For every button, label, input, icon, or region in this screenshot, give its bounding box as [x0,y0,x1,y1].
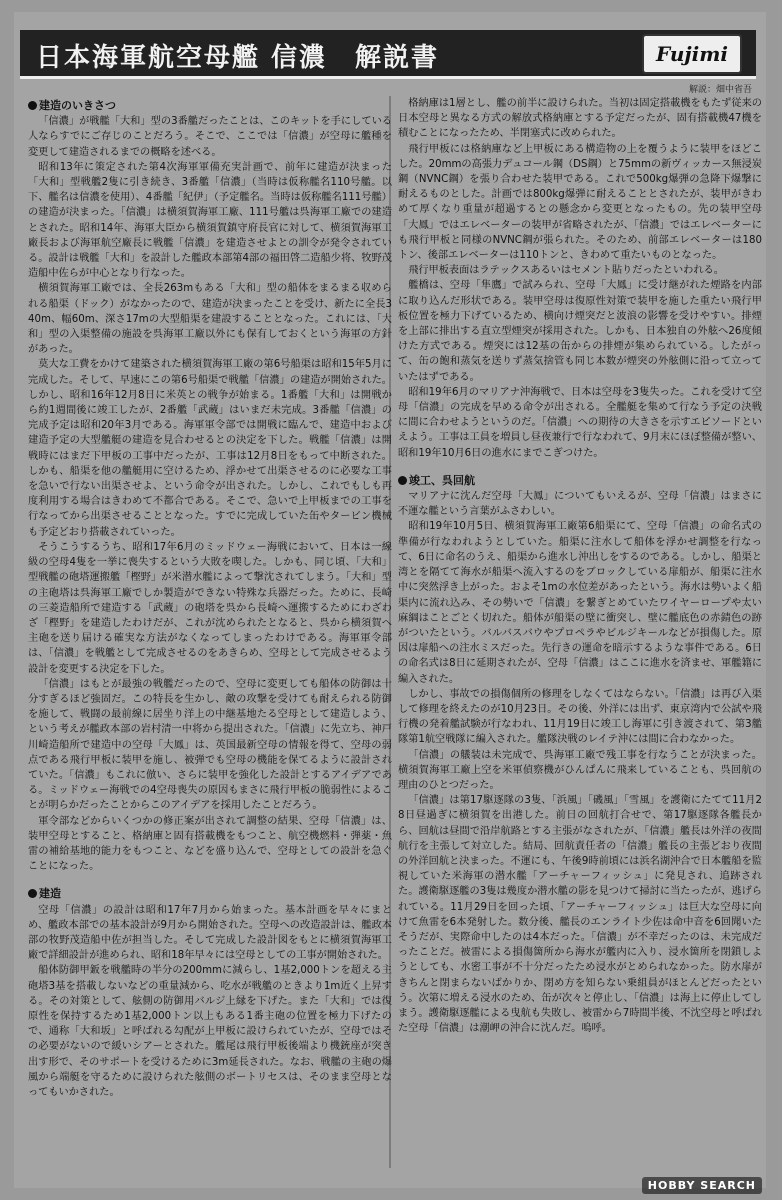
author-credit: 解説：畑中省吾 [688,85,752,95]
title-bar [20,30,756,79]
section-heading-construction: 建造 [28,886,392,901]
paragraph: 「信濃」の艤装は未完成で、呉海軍工廠で残工事を行なうことが決まった。横須賀海軍工廠上空を米軍偵察機がひんぱんに飛来していることも、呉回航の理由のひとつだった。 [398,749,762,791]
paragraph: 昭和19年6月のマリアナ沖海戦で、日本は空母を3隻失った。これを受けて空母「信濃」の完成を早める命令が出される。全艦艇を集めて行なう予定の決戦に間に合わせようというのだ。「信濃」への期待の大きさを示すエピソードといえよう。工事は工員を増員し昼夜兼行で行なわれて、9月末にほぼ整備が整い、昭和19年10月6日の進水にまでこぎつけた。 [398,386,762,459]
page-title: 日本海軍航空母艦 信濃 解説書 [36,43,440,73]
paragraph: 軍令部などからいくつかの修正案が出されて調整の結果、空母「信濃」は、装甲空母とすること、格納庫と固有搭載機をもつこと、航空機燃料・弾薬・魚雷の補給基地的能力をもつこと、などを盛り込んで、空母としての設計を急ぐことになった。 [28,815,392,873]
paragraph: そうこうするうち、昭和17年6月のミッドウェー海戦において、日本は一線級の空母4隻を一挙に喪失するという大敗を喫した。しかも、同じ頃、「大和」型戦艦の砲塔運搬艦「樫野」が米潜水艦によって撃沈されてしまう。「大和」型の主砲塔は呉海軍工廠でしか製造ができない特殊な兵器だった。ために、長崎の三菱造船所で建造する「武蔵」の砲塔を呉から長崎へ運搬するためにわざわざ「樫野」を建造したわけだが、これが沈められたとなると、呉から横須賀へ主砲を送り届ける確実な方法がなくなってしまったわけである。海軍軍令部は、「信濃」を戦艦として完成させるのをあきらめ、空母として完成させるよう設計を変更する決定を下した。 [28,541,392,675]
paragraph: 飛行甲板には格納庫など上甲板にある構造物の上を覆うように装甲をほどこした。20mmの高張力デュコール鋼（DS鋼）と75mmの新ヴィッカース無浸炭鋼（NVNC鋼）を張り合わせた装甲である。これで500kg爆弾の急降下爆撃に耐えるものとした。計画では800kg爆弾に耐えることとされたが、装甲がきわめて厚くなり重量が超過するとの懸念から変更となったもの。先の装甲空母「大鳳」ではエレベーターの装甲が省略されたが、「信濃」ではエレベーターにも飛行甲板と同様のNVNC鋼が張られた。そのため、前部エレベーターは180トン、後部エレベーターは110トンと、きわめて重たいものとなった。 [398,143,762,262]
left-column [28,96,392,1166]
paragraph: 船体防御甲鈑を戦艦時の半分の200mmに減らし、1基2,000トンを超える主砲塔3基を搭載しないなどの重量減から、吃水が戦艦のときより1m近く上昇する。その対策として、舷側の防御用バルジ上縁を下げた。また「大和」では復原性を保持するため1基2,000トン以上もある1番主砲の位置を極力下げたので、通称「大和坂」と呼ばれる勾配が上甲板に設けられていたが、空母ではその必要がないので緩いシアーとされた。艦尾は飛行甲板後端より機銃座が突き出す形で、そのサポートを受けるために3m延長された。なお、戦艦の主砲の爆風から端艇を守るために設けられた舷側のボートリセスは、そのまま空母となってもいかされた。 [28,965,392,1098]
paragraph: 莫大な工費をかけて建築された横須賀海軍工廠の第6号船渠は昭和15年5月に完成した。そして、早速にこの第6号船渠で戦艦「信濃」の建造が開始された。しかし、昭和16年12月8日に米英との戦争が始まる。1番艦「大和」は開戦から約1週間後に竣工したが、2番艦「武蔵」はいまだ未完成。3番艦「信濃」の完成予定は昭和20年3月である。海軍軍令部では開戦に臨んで、建造中および建造予定の大型艦艇の建造を見合わせるとの決定を下した。戦艦「信濃」は開戦時にはまだ下甲板の工事中だったが、工事は12月8日をもって中断された。しかも、船渠を他の艦艇用に空けるため、浮かせて出渠させるのに必要な工事を急いで行ない出渠させよ、という命令が出された。しかし、これでもしも再度利用する場合はきわめて不都合である。そこで、急いで上甲板までの工事を行なってから出渠させることとなった。すでに完成していた缶やタービン機械も予定どおり搭載されていった。 [28,359,392,538]
section-heading-origin: 建造のいきさつ [28,98,392,113]
paragraph: 空母「信濃」の設計は昭和17年7月から始まった。基本計画を早々にまとめ、艦政本部での基本設計が9月から開始された。空母への改造設計は、艦政本部の牧野茂造船中佐が担当した。そして完成した設計図をもとに横須賀海軍工廠で詳細設計が進められ、昭和18年早々には空母としての工事が開始された。 [28,904,392,962]
paragraph: 昭和19年10月5日、横須賀海軍工廠第6船渠にて、空母「信濃」の命名式の準備が行なわれようとしていた。船渠に注水して船体を浮かせ調整を行なって、6日に命名のうえ、船渠から進水し沖出しをするのである。しかし、船渠と湾とを隔てて海水が船渠へ流入するのをブロックしている扉船が、船渠に注水中に突然浮き上がった。およそ1mの水位差があったという。海水は勢いよく船渠内に流れ込み、その勢いで「信濃」を繋ぎとめていたワイヤーロープや太い麻綱はことごとく切れた。船体が船渠の壁に衝突し、壁に艦底色の赤錆色の跡がついたという。バルバスバウやプロペラやビルジキールなどが損傷した。原因は扉船への注水ミスだった。先行きの運命を暗示するような事件である。6日の命名式は8日に延期されたが、空母「信濃」はここに進水を済ませ、軍艦籍に編入された。 [398,521,762,685]
bullet-icon [398,476,407,485]
paragraph: 格納庫は1層とし、艦の前半に設けられた。当初は固定搭載機をもたず従来の日本空母と異なる方式の解放式格納庫とする予定だったが、固有搭載機47機を積むことになったため、半閉塞式に改められた。 [398,98,762,140]
paragraph: しかし、事故での損傷個所の修理をしなくてはならない。「信濃」は再び入渠して修理を終えたのが10月23日。その後、外洋には出ず、東京湾内で公試や飛行機の発着艦試験が行なわれ、11月19日に竣工し海軍に引き渡されて、第3艦隊第1航空戦隊に編入された。艦隊決戦のレイテ沖には間に合わなかった。 [398,688,762,746]
bullet-icon [28,101,37,110]
paragraph: 「信濃」が戦艦「大和」型の3番艦だったことは、このキットを手にしている人ならすでにご存じのことだろう。そこで、ここでは「信濃」が空母に艦種を変更して建造されるまでの概略を述べる。 [28,116,392,158]
watermark: HOBBY SEARCH [642,1177,762,1194]
section-heading-completion: 竣工、呉回航 [398,473,762,488]
paragraph: 艦橋は、空母「隼鷹」で試みられ、空母「大鳳」に受け継がれた煙路を内部に取り込んだ形状である。装甲空母は復原性対策で装甲を施した重たい飛行甲板位置を極力下げているため、横向け煙突だと波浪の影響を受けやすい。排煙を上部に排出する直立型煙突が採用された。しかも、日本独自の外舷へ26度傾けた方式である。煙突には12基の缶からの排煙が集められている。したがって、缶の飽和蒸気を送りず蒸気捨管も同じ本数が煙突の外舷側に沿って立っていたはずである。 [398,280,762,383]
bullet-icon [28,889,37,898]
paragraph: マリアナに沈んだ空母「大鳳」についてもいえるが、空母「信濃」はまさに不運な艦という言葉がふさわしい。 [398,491,762,518]
paragraph: 横須賀海軍工廠では、全長263mもある「大和」型の船体をまるまる収められる船渠（ドック）がなかったので、建造が決まったことを受け、新たに全長340m、幅60m、深さ17mの大型船渠を建設することとなった。これには、「大和」型の入渠整備の施設を呉海軍工廠以外にも保有しておくという海軍の方針があった。 [28,283,392,356]
paragraph: 「信濃」はもとが最強の戦艦だったので、空母に変更しても船体の防御は十分すぎるほど強固だ。この特長を生かし、敵の攻撃を受けても耐えられる防御を施して、戦闘の最前線に居坐り洋上の中継基地たる空母として建造しよう、という考えが艦政本部の岩村清一中将から提出された。「信濃」に先立ち、神戸川崎造船所で建造中の空母「大鳳」は、英国最新空母の情報を得て、空母の弱点である飛行甲板に装甲を施し、被弾でも空母の機能を保てるように設計されていた。「信濃」もこれに倣い、さらに装甲を強化した設計とするアイデアである。ミッドウェー海戦での4空母喪失の原因もまさに飛行甲板の脆弱性によることが明らかだったことからこのアイデアを採用したことだろう。 [28,678,392,812]
paragraph: 「信濃」は第17駆逐隊の3隻、「浜風」「磯風」「雪風」を護衛にたてて11月28日昼過ぎに横須賀を出港した。前日の回航打合せで、第17駆逐隊各艦長から、回航は昼間で沿岸航路とする主張がなされたが、「信濃」艦長は外洋の夜間航行を主張して対立した。結局、回航責任者の「信濃」艦長の主張どおり夜間の外洋回航と決まった。不運にも、午後9時前頃には浜名湖沖合で日本艦船を監視していた米海軍の潜水艦「アーチャーフィッシュ」に発見され、追跡された。護衛駆逐艦の3隻は幾度か潜水艦の影を見つけて掃討に当たったが、逃げられている。11月29日を回った頃、「アーチャーフィッシュ」は巨大な空母に向けて魚雷を6本発射した。数分後、艦長のエンライト少佐は命中音を6回聞いたそうだが、実際命中したのは4本だった。「信濃」が不幸だったのは、未完成だったことだ。被雷による損傷箇所から海水が艦内に入り、浸水箇所を閉鎖しようとしても、水密工事が不十分だったため浸水がとめられなかった。防水扉がきちんと閉まらないばかりか、閉め方を知らない乗組員がほとんどだったという。次第に増える浸水のため、缶が次々と停止し、「信濃」は海上に停止してしまう。護衛駆逐艦による曳航も失敗し、被雷から7時間半後、不沈空母と呼ばれた空母「信濃」は潮岬の沖合に沈んだ。嗚呼。 [398,795,762,1035]
brand-logo: Fujimi [642,34,742,74]
paragraph: 飛行甲板表面はラテックスあるいはセメント貼りだったといわれる。 [408,265,724,277]
right-column [398,96,762,1166]
paragraph: 昭和13年に策定された第4次海軍軍備充実計画で、前年に建造が決まった「大和」型戦艦2隻に引き続き、3番艦「信濃」（当時は仮称艦名110号艦。以下、艦名は信濃を使用）、4番艦「紀伊」（予定艦名。当時は仮称艦名111号艦）の建造が決まった。「信濃」は横須賀海軍工廠、111号艦は呉海軍工廠での建造とされた。昭和14年、海軍大臣から横須賀鎮守府長官に対して、横須賀海軍工廠長および海軍航空廠長に戦艦「信濃」を建造させよとの訓令が発令されている。設計は戦艦「大和」を設計した艦政本部第4部の福田啓二造船少将、牧野茂造船中佐らが中心となり行なった。 [28,161,392,280]
